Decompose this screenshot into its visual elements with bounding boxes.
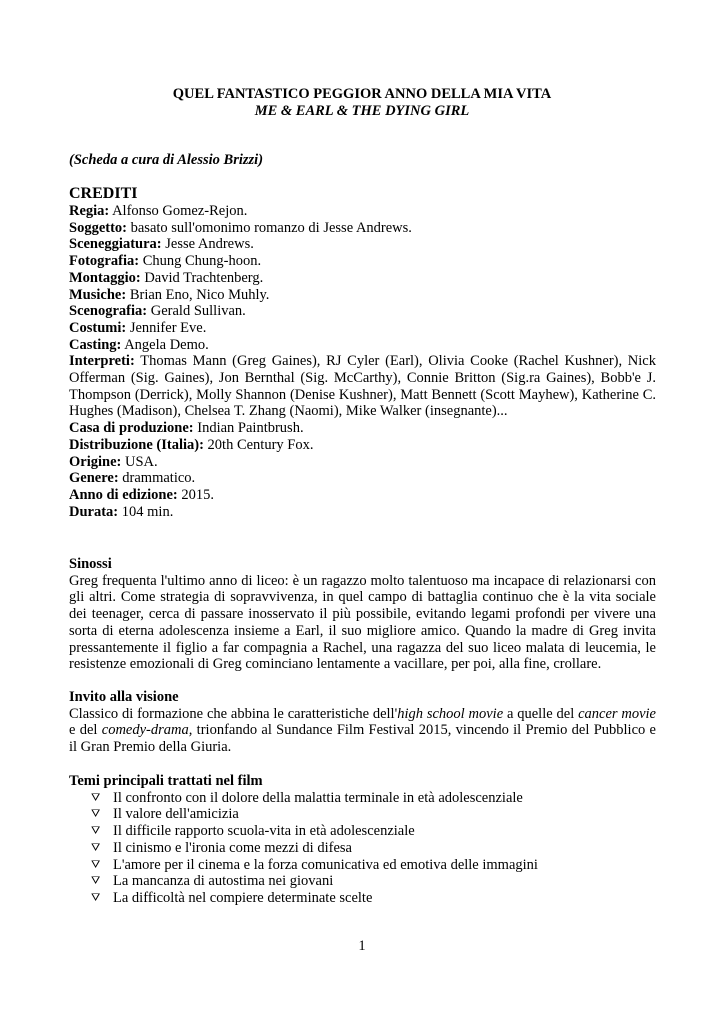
bullet-icon: ⛛ (91, 857, 101, 871)
credit-line (69, 337, 656, 354)
credit-label: Soggetto: (69, 219, 127, 236)
credit-value: drammatico. (118, 470, 196, 487)
page-number: 1 (358, 938, 366, 954)
credit-line (69, 320, 656, 337)
credit-label: Costumi: (69, 319, 127, 336)
theme-text: L'amore per il cinema e la forza comunicativa ed emotiva delle immagini (113, 856, 538, 873)
title-original: ME & EARL & THE DYING GIRL (254, 103, 470, 119)
credits-heading: CREDITI (69, 185, 138, 202)
credit-line (69, 303, 656, 320)
bullet-icon: ⛛ (91, 807, 101, 821)
theme-text: Il confronto con il dolore della malattia terminale in età adolescenziale (113, 789, 523, 806)
credit-label: Montaggio: (69, 269, 141, 286)
credit-label: Interpreti: (69, 353, 135, 370)
synopsis-text: Greg frequenta l'ultimo anno di liceo: è un ragazzo molto talentuoso ma incapace di relazionarsi con gli altri. Come strategia di sopravvivenza, in quel campo di battaglia continuo che è la vita sociale dei teenager, cerca di passare inosservato il più possibile, evitando legami profondi per vivere una sorta di eterna adolescenza insieme a Earl, il suo migliore amico. Quando la madre di Greg invita pressantemente il figlio a far compagnia a Rachel, una ragazza del suo liceo malata di leucemia, le resistenze emozionali di Greg cominciano lentamente a vacillare, per poi, alla fine, crollare. (69, 572, 656, 673)
credit-label: Sceneggiatura: (69, 236, 162, 253)
credit-label: Origine: (69, 453, 122, 470)
synopsis-section (69, 556, 656, 673)
themes-list (69, 790, 656, 907)
viewing-invitation-section (69, 689, 656, 756)
credit-line (69, 203, 656, 220)
theme-text: Il valore dell'amicizia (113, 806, 239, 823)
themes-section (69, 773, 656, 907)
credit-line (69, 353, 656, 420)
credits-section (69, 185, 656, 520)
synopsis-title: Sinossi (69, 556, 112, 572)
themes-title: Temi principali trattati nel film (69, 773, 263, 789)
theme-list-item (91, 873, 656, 890)
credit-line (69, 487, 656, 504)
invitation-italic-term: cancer movie (578, 705, 656, 722)
credit-value: USA. (121, 453, 158, 470)
credit-value: David Trachtenberg. (140, 269, 264, 286)
credit-label: Anno di edizione: (69, 486, 178, 503)
viewing-invitation-title: Invito alla visione (69, 689, 179, 705)
theme-list-item (91, 806, 656, 823)
curator-note: (Scheda a cura di Alessio Brizzi) (69, 152, 264, 168)
theme-list-item (91, 890, 656, 907)
credit-value: 20th Century Fox. (203, 436, 314, 453)
invitation-italic-term: high school movie (397, 705, 504, 722)
bullet-icon: ⛛ (91, 890, 101, 904)
credit-value: Alfonso Gomez-Rejon. (109, 203, 248, 219)
credit-label: Distribuzione (Italia): (69, 436, 204, 453)
credit-label: Casting: (69, 336, 122, 353)
credit-value: Brian Eno, Nico Muhly. (126, 286, 270, 303)
credit-label: Casa di produzione: (69, 420, 194, 437)
credit-line (69, 437, 656, 454)
credit-line (69, 470, 656, 487)
credit-value: Jesse Andrews. (161, 236, 254, 253)
title-italian: QUEL FANTASTICO PEGGIOR ANNO DELLA MIA VITA (172, 86, 552, 102)
theme-text: La difficoltà nel compiere determinate scelte (113, 889, 373, 906)
credit-label: Scenografia: (69, 303, 148, 320)
viewing-invitation-text (69, 706, 656, 756)
bullet-icon: ⛛ (91, 824, 101, 838)
credits-list (69, 203, 656, 520)
credit-line (69, 236, 656, 253)
credit-line (69, 253, 656, 270)
credit-line (69, 454, 656, 471)
credit-label: Durata: (69, 503, 119, 520)
theme-list-item (91, 857, 656, 874)
theme-list-item (91, 790, 656, 807)
credit-label: Musiche: (69, 286, 127, 303)
invitation-italic-term: comedy-drama, (101, 722, 193, 739)
credit-line (69, 420, 656, 437)
invitation-text-part: a quelle del (503, 705, 579, 722)
credit-value: Gerald Sullivan. (147, 303, 246, 320)
theme-list-item (91, 840, 656, 857)
credit-label: Fotografia: (69, 253, 140, 270)
bullet-icon: ⛛ (91, 874, 101, 888)
credit-value: Jennifer Eve. (126, 319, 207, 336)
credit-value: 104 min. (118, 503, 174, 520)
credit-label: Regia: (69, 203, 110, 219)
theme-text: La mancanza di autostima nei giovani (113, 873, 334, 890)
credit-value: basato sull'omonimo romanzo di Jesse Andrews. (127, 219, 412, 236)
theme-text: Il difficile rapporto scuola-vita in età adolescenziale (113, 823, 415, 840)
bullet-icon: ⛛ (91, 840, 101, 854)
credit-value: Indian Paintbrush. (193, 420, 304, 437)
credit-value: Angela Demo. (121, 336, 209, 353)
credit-label: Genere: (69, 470, 119, 487)
theme-text: Il cinismo e l'ironia come mezzi di difesa (113, 839, 352, 856)
credit-line (69, 220, 656, 237)
credit-value: Chung Chung-hoon. (139, 253, 262, 270)
credit-value: Thomas Mann (Greg Gaines), RJ Cyler (Earl), Olivia Cooke (Rachel Kushner), Nick Offerman (Sig. Gaines), Jon Bernthal (Sig. McCarthy), Connie Britton (Sig.ra Gaines), Bobb'e J. Thompson (Derrick), Molly Shannon (Denise Kushner), Matt Bennett (Scott Mayhew), Katherine C. Hughes (Madison), Chelsea T. Zhang (Naomi), Mike Walker (insegnante)... (69, 353, 656, 420)
credit-value: 2015. (177, 486, 215, 503)
invitation-text-part: trionfando al Sundance Film Festival 2015, vincendo il Premio del Pubblico e il Gran Premio della Giuria. (69, 722, 656, 756)
invitation-text-part: Classico di formazione che abbina le caratteristiche dell' (69, 705, 398, 722)
bullet-icon: ⛛ (91, 790, 101, 804)
invitation-text-part: e del (69, 722, 102, 739)
credit-line (69, 504, 656, 521)
credit-line (69, 287, 656, 304)
credit-line (69, 270, 656, 287)
theme-list-item (91, 823, 656, 840)
